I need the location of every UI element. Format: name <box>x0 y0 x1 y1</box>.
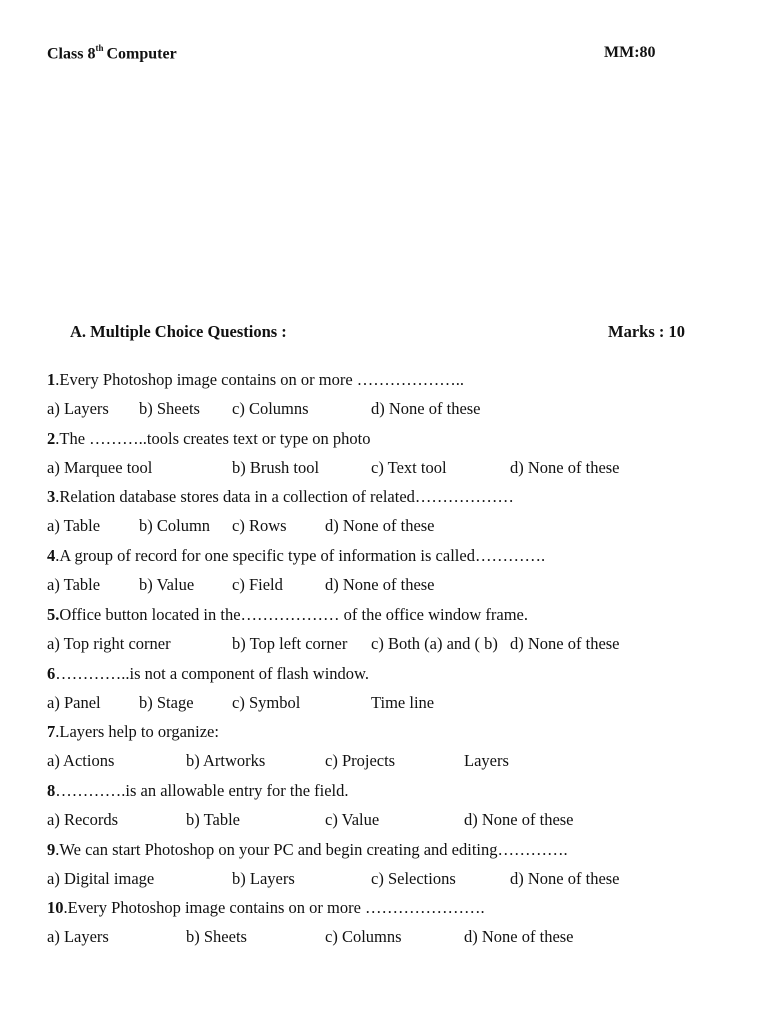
section-title: A. Multiple Choice Questions : <box>70 322 287 341</box>
question-8 <box>47 780 349 802</box>
question-text: .Relation database stores data in a collection of related……………… <box>55 487 514 506</box>
question-number: 10 <box>47 898 64 917</box>
question-6 <box>47 663 369 685</box>
question-number: 7 <box>47 722 56 741</box>
answer-option: d) None of these <box>510 634 620 653</box>
class-ordinal-suffix: th <box>95 43 104 53</box>
answer-option: b) Table <box>186 810 240 829</box>
options-row-1 <box>47 398 687 420</box>
answer-option: c) Projects <box>325 751 396 770</box>
answer-option: b) Value <box>139 575 195 594</box>
question-3 <box>47 486 514 508</box>
answer-option: a) Panel <box>47 693 101 712</box>
answer-option: c) Both (a) and ( b) <box>371 634 498 653</box>
subject-label: Computer <box>106 45 177 63</box>
answer-option: b) Sheets <box>186 927 247 946</box>
answer-option: a) Digital image <box>47 869 155 888</box>
answer-option: b) Brush tool <box>232 458 320 477</box>
options-row-8 <box>47 809 687 831</box>
question-number: 4 <box>47 546 56 565</box>
question-text: .The ………..tools creates text or type on photo <box>55 429 371 448</box>
question-text: …………..is not a component of flash window. <box>55 664 370 683</box>
answer-option: b) Layers <box>232 869 295 888</box>
answer-option: d) None of these <box>464 810 574 829</box>
answer-option: a) Table <box>47 516 101 535</box>
options-row-10 <box>47 926 687 948</box>
question-number: 8 <box>47 781 56 800</box>
answer-option: Time line <box>371 693 435 712</box>
question-4 <box>47 545 545 567</box>
answer-option: a) Layers <box>47 927 109 946</box>
answer-option: b) Sheets <box>139 399 200 418</box>
answer-option: a) Layers <box>47 399 109 418</box>
options-row-6 <box>47 692 687 714</box>
answer-option: b) Stage <box>139 693 194 712</box>
answer-option: b) Artworks <box>186 751 266 770</box>
question-number: 1 <box>47 370 56 389</box>
answer-option: d) None of these <box>464 927 574 946</box>
answer-option: c) Columns <box>325 927 402 946</box>
answer-option: c) Value <box>325 810 380 829</box>
question-number: 2 <box>47 429 56 448</box>
options-row-3 <box>47 515 687 537</box>
question-number: 6 <box>47 664 56 683</box>
question-10 <box>47 897 485 919</box>
question-1 <box>47 369 464 391</box>
answer-option: a) Records <box>47 810 119 829</box>
answer-option: Layers <box>464 751 509 770</box>
options-row-4 <box>47 574 687 596</box>
question-text: .Every Photoshop image contains on or more …………………. <box>63 898 485 917</box>
question-number: 5. <box>47 605 60 624</box>
answer-option: c) Selections <box>371 869 456 888</box>
answer-option: a) Table <box>47 575 101 594</box>
answer-option: b) Top left corner <box>232 634 348 653</box>
section-marks: Marks : 10 <box>608 322 685 341</box>
answer-option: c) Symbol <box>232 693 301 712</box>
question-text: ………….is an allowable entry for the field. <box>55 781 349 800</box>
answer-option: a) Actions <box>47 751 115 770</box>
answer-option: d) None of these <box>510 869 620 888</box>
options-row-5 <box>47 633 687 655</box>
question-number: 3 <box>47 487 56 506</box>
options-row-7 <box>47 750 687 772</box>
class-label: Class 8 <box>47 45 96 63</box>
options-row-2 <box>47 457 687 479</box>
class-subject-heading <box>47 44 177 63</box>
answer-option: b) Column <box>139 516 211 535</box>
answer-option: d) None of these <box>325 575 435 594</box>
answer-option: a) Marquee tool <box>47 458 153 477</box>
question-text: Office button located in the……………… of the office window frame. <box>59 605 528 624</box>
question-number: 9 <box>47 840 56 859</box>
question-9 <box>47 839 568 861</box>
answer-option: c) Text tool <box>371 458 447 477</box>
question-5 <box>47 604 528 626</box>
answer-option: c) Columns <box>232 399 309 418</box>
answer-option: c) Field <box>232 575 283 594</box>
options-row-9 <box>47 868 687 890</box>
question-text: .Layers help to organize: <box>55 722 219 741</box>
answer-option: a) Top right corner <box>47 634 171 653</box>
max-marks: MM:80 <box>604 44 656 61</box>
question-text: .We can start Photoshop on your PC and begin creating and editing…………. <box>55 840 568 859</box>
answer-option: d) None of these <box>371 399 481 418</box>
question-2 <box>47 428 371 450</box>
answer-option: c) Rows <box>232 516 287 535</box>
answer-option: d) None of these <box>510 458 620 477</box>
question-text: .A group of record for one specific type of information is called…………. <box>55 546 546 565</box>
question-7 <box>47 721 219 743</box>
answer-option: d) None of these <box>325 516 435 535</box>
question-text: .Every Photoshop image contains on or more ……………….. <box>55 370 465 389</box>
